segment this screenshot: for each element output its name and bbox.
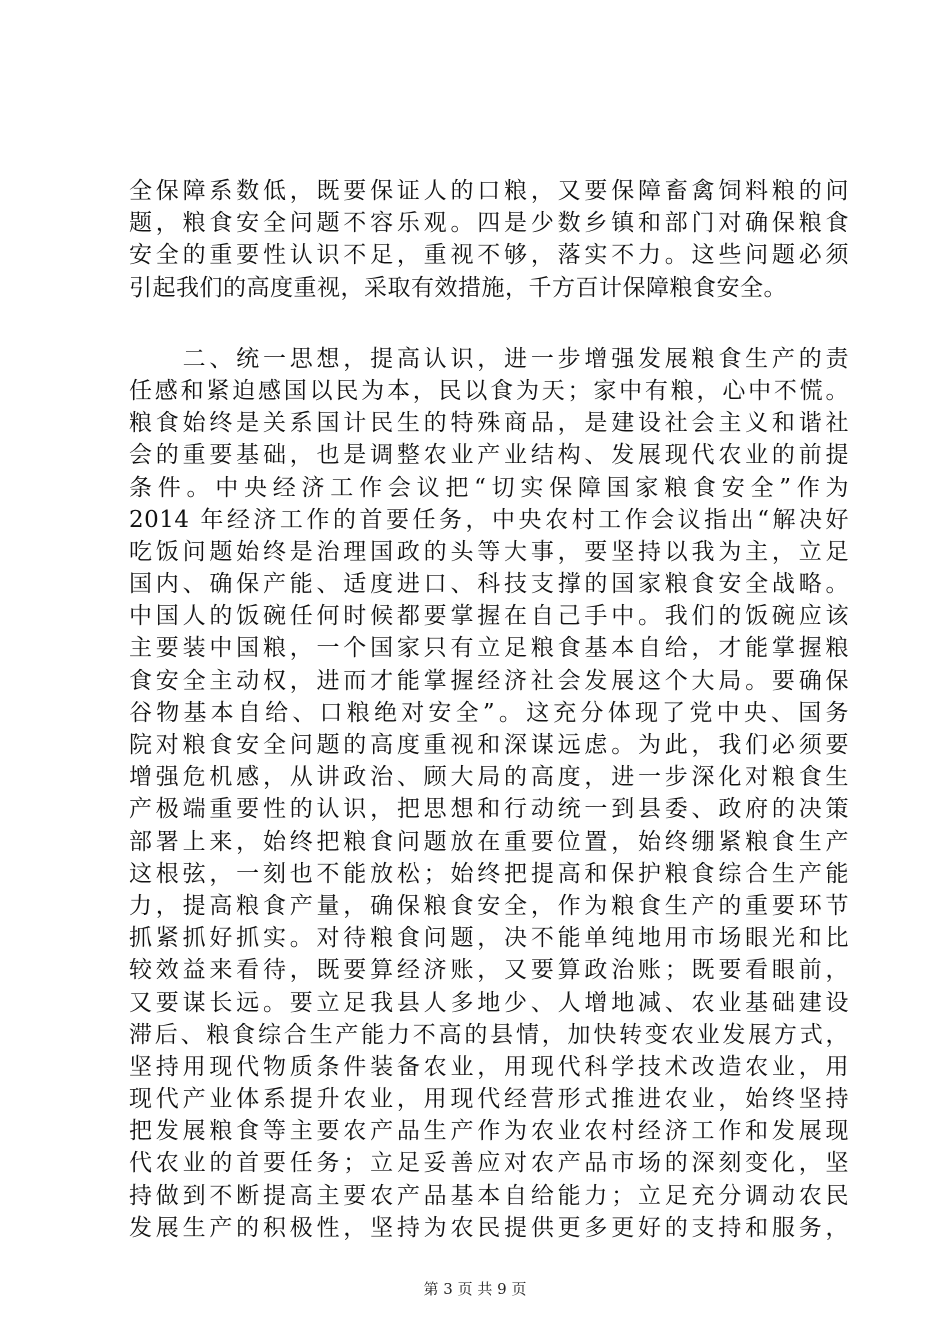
text-line: 院对粮食安全问题的高度重视和深谋远虑。为此，我们必须要	[129, 732, 849, 758]
text-line: 吃饭问题始终是治理国政的头等大事，要坚持以我为主，立足	[129, 538, 849, 565]
text-line: 条件。中央经济工作会议把“切实保障国家粮食安全”作为	[129, 474, 849, 501]
text-line: 代农业的首要任务；立足妥善应对农产品市场的深刻变化，坚	[129, 1150, 849, 1177]
paragraph-2	[129, 343, 849, 1244]
text-line: 又要谋长远。要立足我县人多地少、人增地减、农业基础建设	[129, 989, 849, 1016]
paragraph-gap	[129, 304, 849, 343]
text-line: 二、统一思想，提高认识，进一步增强发展粮食生产的责	[129, 345, 849, 372]
text-line: 部署上来，始终把粮食问题放在重要位置，始终绷紧粮食生产	[129, 828, 849, 855]
text-line: 谷物基本自给、口粮绝对安全”。这充分体现了党中央、国务	[129, 699, 849, 726]
text-line: 力，提高粮食产量，确保粮食安全，作为粮食生产的重要环节	[129, 892, 849, 919]
text-line: 抓紧抓好抓实。对待粮食问题，决不能单纯地用市场眼光和比	[129, 925, 849, 952]
text-line: 持做到不断提高主要农产品基本自给能力；立足充分调动农民	[129, 1182, 849, 1209]
text-line: 2014 年经济工作的首要任务，中央农村工作会议指出“解决好	[129, 506, 849, 533]
text-line: 这根弦，一刻也不能放松；始终把提高和保护粮食综合生产能	[129, 860, 849, 887]
text-line: 滞后、粮食综合生产能力不高的县情，加快转变农业发展方式，	[129, 1021, 849, 1048]
text-line: 安全的重要性认识不足，重视不够，落实不力。这些问题必须	[129, 242, 849, 269]
text-line: 食安全主动权，进而才能掌握经济社会发展这个大局。要确保	[129, 667, 849, 694]
text-line: 发展生产的积极性，坚持为农民提供更多更好的支持和服务，	[129, 1214, 849, 1241]
text-line: 粮食始终是关系国计民生的特殊商品，是建设社会主义和谐社	[129, 410, 849, 437]
text-line: 增强危机感，从讲政治、顾大局的高度，进一步深化对粮食生	[129, 764, 849, 791]
text-line: 坚持用现代物质条件装备农业，用现代科学技术改造农业，用	[129, 1053, 849, 1080]
text-line: 任感和紧迫感国以民为本，民以食为天；家中有粮，心中不慌。	[129, 377, 849, 404]
page-footer: 第 3 页 共 9 页	[423, 1280, 527, 1298]
text-line: 现代产业体系提升农业，用现代经营形式推进农业，始终坚持	[129, 1086, 849, 1113]
paragraph-1	[129, 175, 849, 304]
text-line: 中国人的饭碗任何时候都要掌握在自己手中。我们的饭碗应该	[129, 603, 849, 630]
text-line: 产极端重要性的认识，把思想和行动统一到县委、政府的决策	[129, 796, 849, 823]
text-line: 引起我们的高度重视，采取有效措施，千方百计保障粮食安全。	[129, 274, 787, 301]
text-line: 主要装中国粮，一个国家只有立足粮食基本自给，才能掌握粮	[129, 635, 849, 662]
document-body	[129, 175, 849, 1244]
text-line: 全保障系数低，既要保证人的口粮，又要保障畜禽饲料粮的问	[129, 178, 849, 204]
text-line: 把发展粮食等主要农产品生产作为农业农村经济工作和发展现	[129, 1118, 849, 1145]
text-line: 题，粮食安全问题不容乐观。四是少数乡镇和部门对确保粮食	[129, 210, 849, 237]
text-line: 国内、确保产能、适度进口、科技支撑的国家粮食安全战略。	[129, 571, 849, 598]
text-line: 较效益来看待，既要算经济账，又要算政治账；既要看眼前，	[129, 957, 849, 984]
text-line: 会的重要基础，也是调整农业产业结构、发展现代农业的前提	[129, 442, 849, 469]
